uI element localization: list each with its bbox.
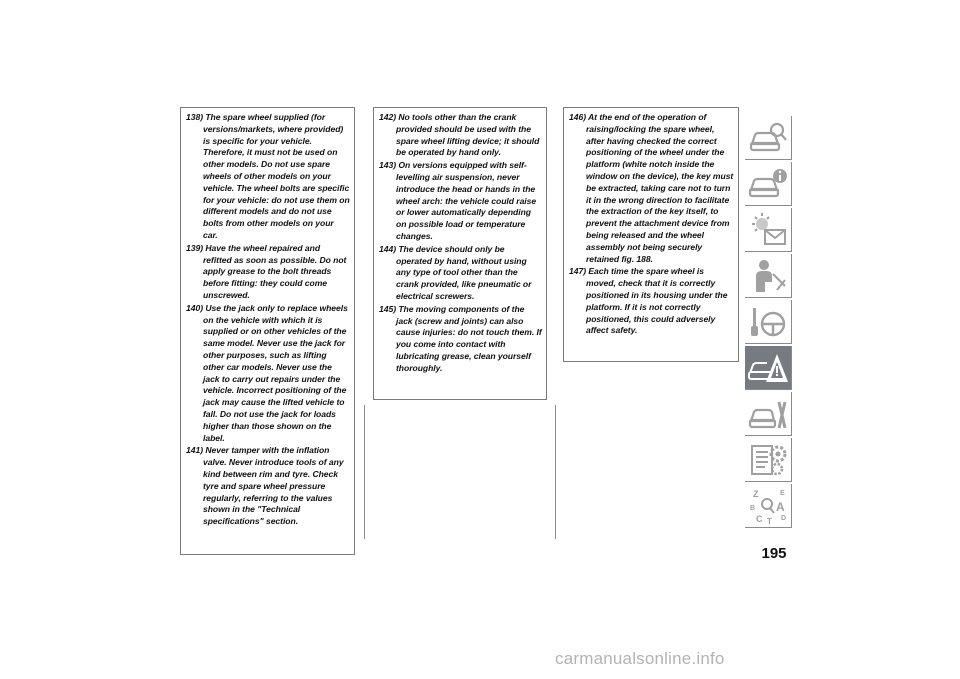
index-letter: Z — [753, 489, 759, 499]
notes-column-3 — [563, 107, 739, 362]
warning-light-mail-icon — [747, 210, 789, 250]
note-145: 145) The moving components of the jack (screw and joints) can also cause injuries: do not touch them. If you come into contact with lubricating grease, clean yourself thoroughly. — [379, 303, 542, 373]
index-letter: D — [781, 515, 787, 522]
key-steering-wheel-icon — [747, 302, 789, 342]
index-letter: E — [780, 490, 785, 497]
nav-tab-car-search[interactable] — [745, 116, 792, 160]
nav-tab-emergency[interactable] — [745, 346, 792, 390]
index-letter: T — [767, 517, 772, 526]
notes-column-2 — [373, 107, 547, 400]
note-146: 146) At the end of the operation of raising/locking the spare wheel, after having checked the correct positioning of the wheel under the platform (white notch inside the window on the device), the key must be extracted, taking care not to turn it in the wrong direction to facilitate the extraction of the key itself, to prevent the attachment device from being released and the wheel assembly not being securely retained fig. 188. — [569, 112, 734, 264]
alphabet-index-icon — [747, 486, 789, 526]
column-divider — [555, 405, 556, 539]
note-138: 138) The spare wheel supplied (for versions/markets, where provided) is specific for your vehicle. Therefore, it must not be used on other models. Do not use spare wheels of other models on your vehicle. The wheel bolts are specific for your vehicle: do not use them on different models and do not use bolts from other models on your car. — [186, 112, 350, 240]
index-letter: B — [750, 505, 756, 512]
nav-tab-starting-driving[interactable] — [745, 300, 792, 344]
note-143: 143) On versions equipped with self-levelling air suspension, never introduce the head or hands in the wheel arch: the vehicle could raise or lower automatically depending on possible load or temperature changes. — [379, 160, 537, 241]
nav-tab-car-info[interactable] — [745, 162, 792, 206]
page-number: 195 — [761, 545, 787, 562]
nav-tab-servicing[interactable] — [745, 392, 792, 436]
document-gear-icon — [747, 440, 789, 480]
nav-tab-index[interactable] — [745, 484, 792, 528]
car-wrench-icon — [747, 394, 789, 434]
note-142: 142) No tools other than the crank provided should be used with the spare wheel lifting device; it should be operated by hand only. — [379, 112, 540, 158]
note-140: 140) Use the jack only to replace wheels on the vehicle with which it is supplied or on other vehicles of the same model. Never use the jack for other purposes, such as lifting other car models. Never use the jack to carry out repairs under the vehicle. Incorrect positioning of the jack may cause the lifted vehicle to fall. Do not use the jack for loads higher than those shown on the label. — [186, 302, 348, 443]
nav-tab-safety[interactable] — [745, 254, 792, 298]
notes-column-1 — [180, 107, 355, 555]
person-seatbelt-icon — [747, 256, 789, 296]
nav-tab-technical-specs[interactable] — [745, 438, 792, 482]
note-141: 141) Never tamper with the inflation valve. Never introduce tools of any kind between rim and tyre. Check tyre and spare wheel pressure regularly, referring to the values shown in the "Technical specifications" section. — [186, 445, 344, 527]
car-breakdown-warning-icon — [747, 348, 789, 388]
note-147: 147) Each time the spare wheel is moved, check that it is correctly positioned in its housing under the platform. If it is not correctly positioned, this could adversely affect safety. — [569, 266, 728, 336]
car-search-icon — [747, 118, 789, 158]
note-139: 139) Have the wheel repaired and refitted as soon as possible. Do not apply grease to the bolt threads before fitting: they could come unscrewed. — [186, 242, 347, 300]
index-letter: C — [756, 514, 763, 524]
column-divider — [364, 405, 365, 539]
watermark: carmanualsonline.info — [555, 649, 725, 668]
nav-tab-warning-lights[interactable] — [745, 208, 792, 252]
car-info-icon — [747, 164, 789, 204]
index-letter: A — [776, 500, 785, 514]
note-144: 144) The device should only be operated by hand, without using any type of tool other than the crank provided, like pneumatic or electrical screwers. — [379, 243, 532, 301]
